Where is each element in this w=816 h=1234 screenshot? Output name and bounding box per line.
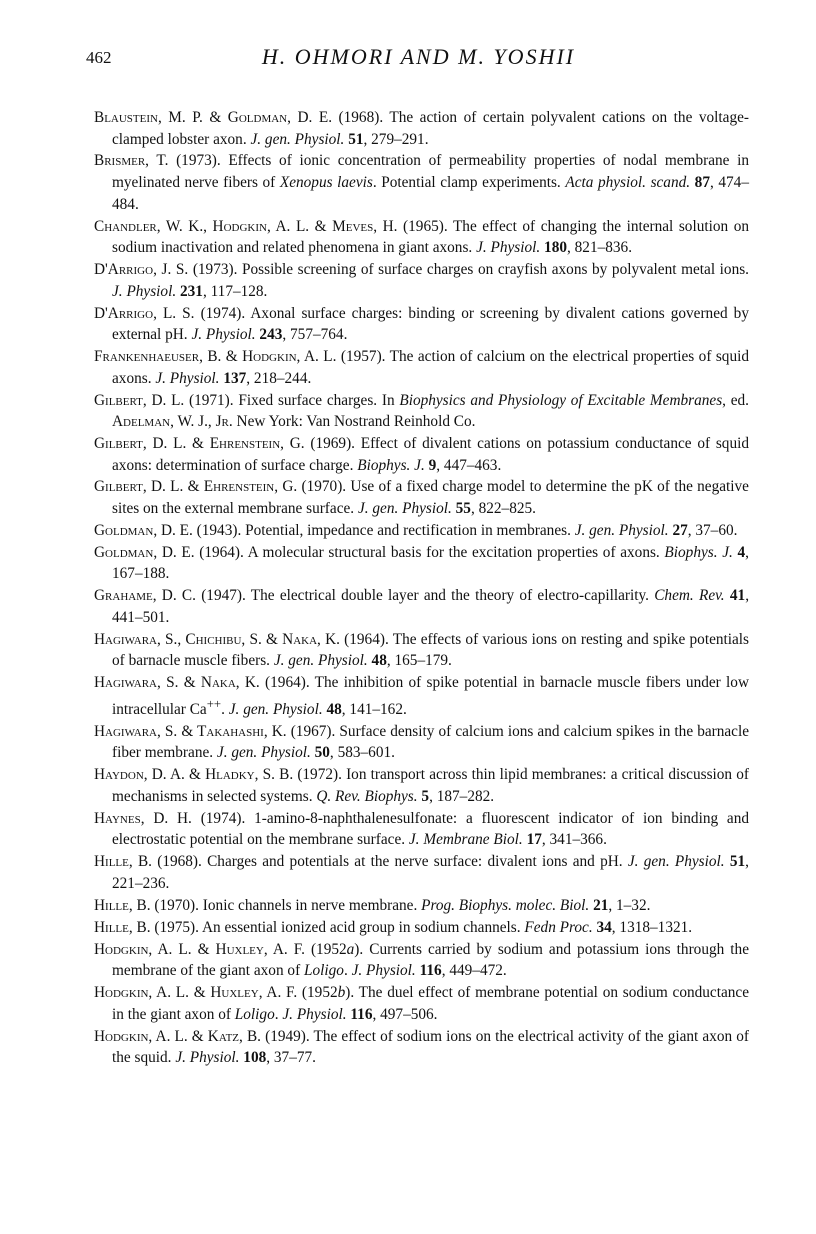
reference-authors: Gilbert, D. L. & Ehrenstein, G. <box>94 478 298 496</box>
reference-volume: 243 <box>259 326 283 344</box>
reference-entry <box>94 1026 749 1069</box>
reference-text: , 221–236. <box>112 853 749 892</box>
reference-italic-text: J. Physiol. <box>155 369 220 387</box>
reference-authors: Hagiwara, S. & Takahashi, K. <box>94 722 287 740</box>
reference-text: , 37–77. <box>266 1049 316 1067</box>
reference-italic-text: J. Physiol. <box>476 239 541 257</box>
reference-entry <box>94 629 749 672</box>
reference-italic-text: J. Physiol. <box>112 282 177 300</box>
reference-italic-text: J. Physiol. <box>175 1049 240 1067</box>
reference-italic-text: Xenopus laevis <box>279 174 373 192</box>
reference-authors: Goldman, D. E. <box>94 521 193 539</box>
reference-text: , 821–836. <box>567 239 633 257</box>
reference-italic-text: Loligo <box>234 1005 275 1023</box>
reference-entry <box>94 851 749 894</box>
reference-text: , 117–128. <box>202 282 268 300</box>
reference-volume: 180 <box>544 239 567 257</box>
reference-superscript: ++ <box>206 696 222 711</box>
reference-volume: 34 <box>596 918 612 936</box>
reference-entry <box>94 721 749 764</box>
reference-text: (1943). Potential, impedance and rectification in membranes. <box>192 521 575 539</box>
reference-text: New York: Van Nostrand Reinhold Co. <box>232 413 476 431</box>
reference-entry <box>94 982 749 1025</box>
reference-italic-text: Q. Rev. Biophys. <box>316 787 418 805</box>
reference-text: (1965). The effect of changing the internal solution on sodium inactivation and related phenomena in giant axons. <box>112 217 750 257</box>
reference-text: , 474–484. <box>112 174 749 213</box>
reference-text: (1975). An essential ionized acid group in sodium channels. <box>150 918 525 936</box>
reference-italic-text: Prog. Biophys. molec. Biol. <box>421 896 590 914</box>
reference-text: , 1–32. <box>608 896 651 914</box>
reference-entry <box>94 520 749 542</box>
reference-text: (1947). The electrical double layer and the theory of electro-capillarity. <box>195 587 655 605</box>
reference-authors: Haydon, D. A. & Hladky, S. B. <box>94 766 294 784</box>
reference-text: . <box>343 962 352 980</box>
reference-text: (1964). The inhibition of spike potential in barnacle muscle fibers under low intracellular Ca <box>112 674 749 718</box>
reference-italic-text: J. Physiol. <box>282 1005 347 1023</box>
reference-entry <box>94 390 749 433</box>
reference-text: , 341–366. <box>541 831 607 849</box>
reference-text: , 218–244. <box>246 369 312 387</box>
reference-text: (1949). The effect of sodium ions on the electrical activity of the giant axon of the squid. <box>112 1027 749 1067</box>
reference-text: (1964). The effects of various ions on resting and spike potentials of barnacle muscle fibers. <box>112 630 750 670</box>
reference-italic-text: J. gen. Physiol. <box>627 853 725 871</box>
reference-authors: Hille, B. <box>94 896 151 914</box>
reference-volume: 41 <box>729 587 746 605</box>
reference-authors: Hodgkin, A. L. & Huxley, A. F. <box>94 940 305 958</box>
reference-text: , 583–601. <box>329 744 395 762</box>
reference-authors: Brismer, T. <box>94 152 169 170</box>
reference-entry <box>94 476 749 519</box>
reference-text: , 449–472. <box>441 962 507 980</box>
reference-text: (1952 <box>304 940 347 958</box>
reference-authors: Hodgkin, A. L. & Huxley, A. F. <box>94 984 298 1002</box>
reference-italic-text: J. gen. Physiol. <box>228 700 323 718</box>
reference-italic-text: Biophys. J. <box>664 543 733 561</box>
reference-italic-text: J. gen. Physiol. <box>357 500 452 518</box>
reference-volume: 21 <box>593 896 609 914</box>
reference-authors: D'Arrigo, J. S. <box>94 261 189 279</box>
reference-entry <box>94 107 749 150</box>
reference-text: , 441–501. <box>112 587 750 626</box>
reference-volume: 108 <box>243 1049 267 1067</box>
reference-text: (1964). A molecular structural basis for the excitation properties of axons. <box>194 543 665 561</box>
reference-text: , 279–291. <box>363 130 429 148</box>
reference-italic-text: J. gen. Physiol. <box>216 744 311 762</box>
reference-volume: 116 <box>350 1005 373 1023</box>
reference-authors: Blaustein, M. P. & Goldman, D. E. <box>94 109 333 126</box>
reference-text: , 757–764. <box>282 326 348 344</box>
reference-italic-text: J. gen. Physiol. <box>250 130 345 148</box>
reference-italic-text: Biophysics and Physiology of Excitable Membranes <box>399 391 723 409</box>
reference-volume: 51 <box>729 853 746 871</box>
reference-text: (1952 <box>297 984 338 1002</box>
reference-italic-text: J. Physiol. <box>191 326 256 344</box>
reference-text: (1974). 1-amino-8-naphthalenesulfonate: a fluorescent indicator of ion binding and electrostatic potential on the membrane surface. <box>112 809 750 849</box>
reference-entry <box>94 895 749 917</box>
reference-entry <box>94 216 749 259</box>
reference-italic-text: Chem. Rev. <box>654 587 725 605</box>
reference-text: , 165–179. <box>386 652 452 670</box>
reference-authors: D'Arrigo, L. S. <box>94 304 195 322</box>
reference-text: . <box>274 1005 283 1023</box>
reference-authors: Chandler, W. K., Hodgkin, A. L. & Meves, H. <box>94 217 398 235</box>
reference-entry <box>94 433 749 476</box>
running-head: H. OHMORI AND M. YOSHII <box>261 44 576 69</box>
reference-volume: 5 <box>421 787 430 805</box>
reference-text: , 187–282. <box>429 787 495 805</box>
reference-text: . <box>221 700 229 718</box>
reference-text: . Potential clamp experiments. <box>372 174 566 192</box>
reference-volume: 48 <box>371 652 387 670</box>
reference-text: (1968). Charges and potentials at the nerve surface: divalent ions and pH. <box>151 853 628 871</box>
reference-volume: 87 <box>694 174 710 192</box>
reference-entry <box>94 808 749 851</box>
reference-entry <box>94 150 749 215</box>
reference-entry <box>94 303 749 346</box>
reference-volume: 17 <box>526 831 542 849</box>
reference-italic-text: Acta physiol. scand. <box>565 174 691 192</box>
reference-italic-text: J. Membrane Biol. <box>408 831 523 849</box>
reference-authors: Haynes, D. H. <box>94 809 192 827</box>
reference-authors: Grahame, D. C. <box>94 587 196 605</box>
reference-text: , 1318–1321. <box>611 918 693 936</box>
reference-text: (1957). The action of calcium on the electrical properties of squid axons. <box>112 348 749 387</box>
reference-text: , 447–463. <box>436 456 502 474</box>
reference-italic-text: J. gen. Physiol. <box>574 521 669 539</box>
reference-entry <box>94 346 749 389</box>
reference-text: , 167–188. <box>112 543 749 583</box>
reference-volume: 4 <box>737 543 746 561</box>
reference-authors: Hille, B. <box>94 918 151 936</box>
reference-text: (1970). Use of a fixed charge model to determine the pK of the negative sites on the external membrane surface. <box>112 478 749 518</box>
reference-volume: 55 <box>455 500 471 518</box>
reference-text: (1968). The action of certain polyvalent cations on the voltage-clamped lobster axon. <box>112 109 750 148</box>
reference-entry <box>94 585 749 628</box>
reference-authors: Hagiwara, S., Chichibu, S. & Naka, K. <box>94 630 340 648</box>
reference-text: , ed. <box>722 391 749 409</box>
reference-text: (1970). Ionic channels in nerve membrane. <box>150 896 422 914</box>
reference-italic-text: b <box>337 984 346 1002</box>
reference-text: (1973). Effects of ionic concentration of permeability properties of nodal membrane in myelinated nerve fibers of <box>112 152 749 192</box>
reference-text: (1967). Surface density of calcium ions and calcium spikes in the barnacle fiber membrane. <box>112 722 750 762</box>
reference-entry <box>94 542 749 585</box>
reference-text: , 497–506. <box>372 1005 438 1023</box>
reference-authors: Goldman, D. E. <box>94 543 195 561</box>
reference-volume: 231 <box>179 282 203 300</box>
reference-entry <box>94 672 749 720</box>
reference-authors: Gilbert, D. L. & Ehrenstein, G. <box>94 434 305 452</box>
reference-authors: Gilbert, D. L. <box>94 391 185 409</box>
reference-text: (1972). Ion transport across thin lipid membranes: a critical discussion of mechanisms in selected systems. <box>112 766 749 805</box>
reference-entry <box>94 259 749 302</box>
reference-authors: Hagiwara, S. & Naka, K. <box>94 674 260 692</box>
reference-italic-text: Fedn Proc. <box>524 918 593 936</box>
page-header <box>86 44 751 84</box>
reference-italic-text: J. Physiol. <box>351 962 416 980</box>
reference-text: , 37–60. <box>687 521 738 539</box>
reference-text: , 141–162. <box>341 700 407 718</box>
reference-authors: Adelman, W. J., Jr. <box>112 413 233 431</box>
reference-text: (1973). Possible screening of surface charges on crayfish axons by polyvalent metal ions. <box>188 261 749 279</box>
reference-authors: Hodgkin, A. L. & Katz, B. <box>94 1027 261 1045</box>
reference-authors: Frankenhaeuser, B. & Hodgkin, A. L. <box>94 348 337 366</box>
reference-entry <box>94 917 749 939</box>
reference-text: (1974). Axonal surface charges: binding or screening by divalent cations governed by external pH. <box>112 304 749 344</box>
reference-italic-text: J. gen. Physiol. <box>273 652 368 670</box>
reference-entry <box>94 764 749 807</box>
reference-text: (1971). Fixed surface charges. In <box>184 391 400 409</box>
reference-text: ). The duel effect of membrane potential on sodium conductance in the giant axon of <box>112 984 749 1023</box>
reference-volume: 27 <box>672 521 688 539</box>
reference-italic-text: a <box>346 940 355 958</box>
reference-volume: 51 <box>348 130 364 148</box>
reference-italic-text: Biophys. J. <box>357 456 425 474</box>
reference-italic-text: Loligo <box>304 962 344 980</box>
reference-list <box>94 107 749 1069</box>
reference-volume: 50 <box>314 744 330 762</box>
reference-entry <box>94 939 749 982</box>
reference-volume: 48 <box>326 700 342 718</box>
reference-volume: 137 <box>223 369 247 387</box>
reference-text: (1969). Effect of divalent cations on potassium conductance of squid axons: determination of surface charge. <box>112 434 749 474</box>
reference-authors: Hille, B. <box>94 853 152 871</box>
reference-volume: 116 <box>419 962 442 980</box>
reference-text: , 822–825. <box>470 500 536 518</box>
page-number: 462 <box>86 48 112 67</box>
reference-text: ). Currents carried by sodium and potassium ions through the membrane of the giant axon of <box>112 940 749 980</box>
reference-volume: 9 <box>428 456 437 474</box>
